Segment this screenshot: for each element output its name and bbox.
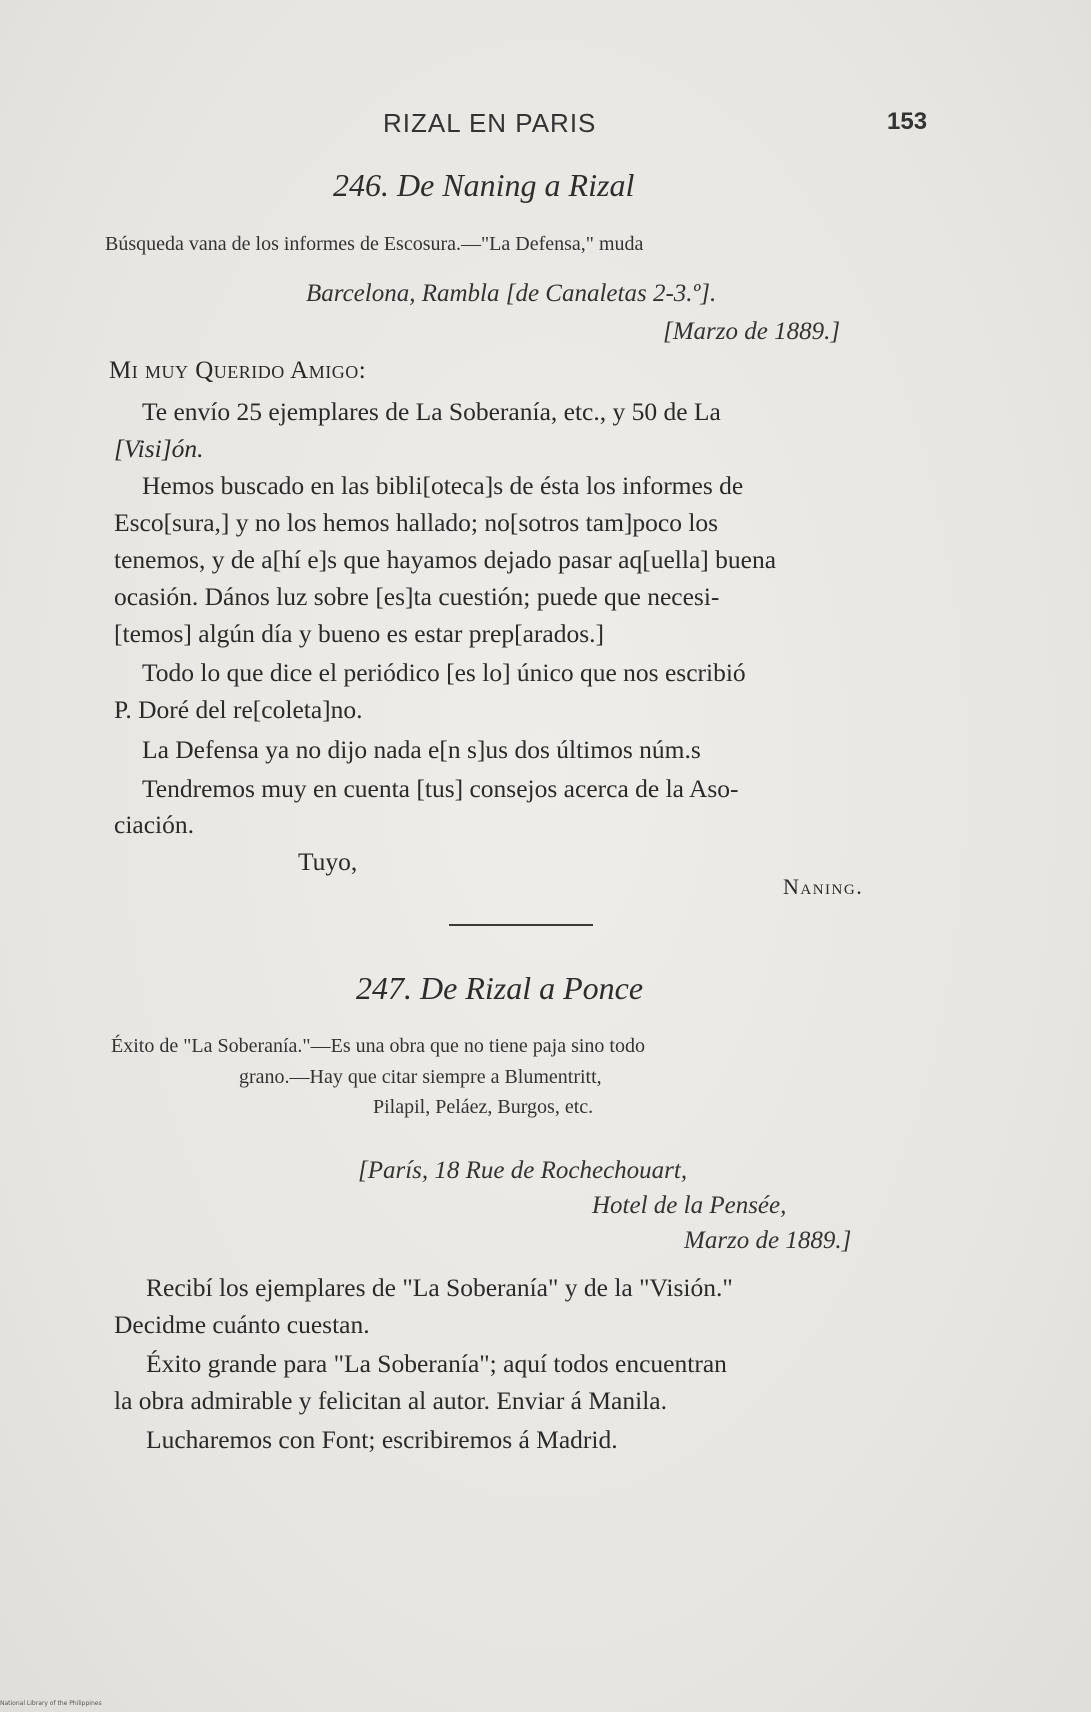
letter-247-p3-line1: Lucharemos con Font; escribiremos á Madrid.: [146, 1425, 618, 1454]
letter-246-p2-line2: Esco[sura,] y no los hemos hallado; no[sotros tam]poco los: [114, 508, 719, 537]
letter-247-p1-line2: Decidme cuánto cuestan.: [114, 1310, 370, 1339]
letter-247-p2-line2: la obra admirable y felicitan al autor. Enviar á Manila.: [114, 1386, 667, 1415]
letter-246-p5-line1: Tendremos muy en cuenta [tus] consejos acerca de la Aso-: [142, 774, 739, 803]
letter-247-p2-line1: Éxito grande para "La Soberanía"; aquí todos encuentran: [146, 1349, 727, 1378]
scan-footer: National Library of the Philippines: [0, 1700, 102, 1707]
letter-246-p2-line4: ocasión. Dános luz sobre [es]ta cuestión; puede que necesi-: [114, 582, 720, 611]
letter-246-date: [Marzo de 1889.]: [663, 318, 841, 345]
letter-246-p2-line3: tenemos, y de a[hí e]s que hayamos dejado pasar aq[uella] buena: [114, 545, 777, 574]
letter-246-salutation: Mi muy Querido Amigo:: [109, 357, 367, 384]
letter-247-p1-line1: Recibí los ejemplares de "La Soberanía" y de la "Visión.": [146, 1273, 733, 1302]
letter-247-title: 247. De Rizal a Ponce: [356, 970, 644, 1006]
letter-246-p2-line1: Hemos buscado en las bibli[oteca]s de ésta los informes de: [142, 471, 744, 500]
letter-246-place: Barcelona, Rambla [de Canaletas 2-3.º].: [306, 280, 717, 307]
letter-246-signature: Naning.: [783, 874, 864, 899]
letter-247-dateline-line2: Hotel de la Pensée,: [592, 1192, 787, 1219]
letter-246-closing: Tuyo,: [298, 847, 358, 876]
letter-247-dateline-line1: [París, 18 Rue de Rochechouart,: [358, 1157, 688, 1184]
letter-246-summary: Búsqueda vana de los informes de Escosura.—"La Defensa," muda: [105, 233, 644, 255]
letter-246-p1-line2: [Visi]ón.: [114, 434, 204, 463]
letter-246-title: 246. De Naning a Rizal: [333, 167, 635, 203]
letter-247-summary-line2: grano.—Hay que citar siempre a Blumentritt,: [239, 1066, 602, 1088]
running-head: [0, 108, 1091, 144]
page-number: 153: [887, 108, 928, 135]
letter-247-dateline-line3: Marzo de 1889.]: [684, 1227, 852, 1254]
section-divider: [449, 924, 593, 926]
letter-246-p1-line1: Te envío 25 ejemplares de La Soberanía, etc., y 50 de La: [142, 397, 721, 426]
letter-246-p2-line5: [temos] algún día y bueno es estar prep[arados.]: [114, 619, 604, 648]
running-title: RIZAL EN PARIS: [383, 108, 597, 138]
letter-247-summary-line1: Éxito de "La Soberanía."—Es una obra que no tiene paja sino todo: [111, 1035, 645, 1057]
letter-246-p3-line1: Todo lo que dice el periódico [es lo] único que nos escribió: [142, 658, 746, 687]
letter-246-p5-line2: ciación.: [114, 810, 194, 839]
letter-246-p4-line1: La Defensa ya no dijo nada e[n s]us dos últimos núm.s: [142, 735, 701, 764]
letter-246-p3-line2: P. Doré del re[coleta]no.: [114, 695, 363, 724]
letter-247-summary-line3: Pilapil, Peláez, Burgos, etc.: [373, 1096, 594, 1118]
